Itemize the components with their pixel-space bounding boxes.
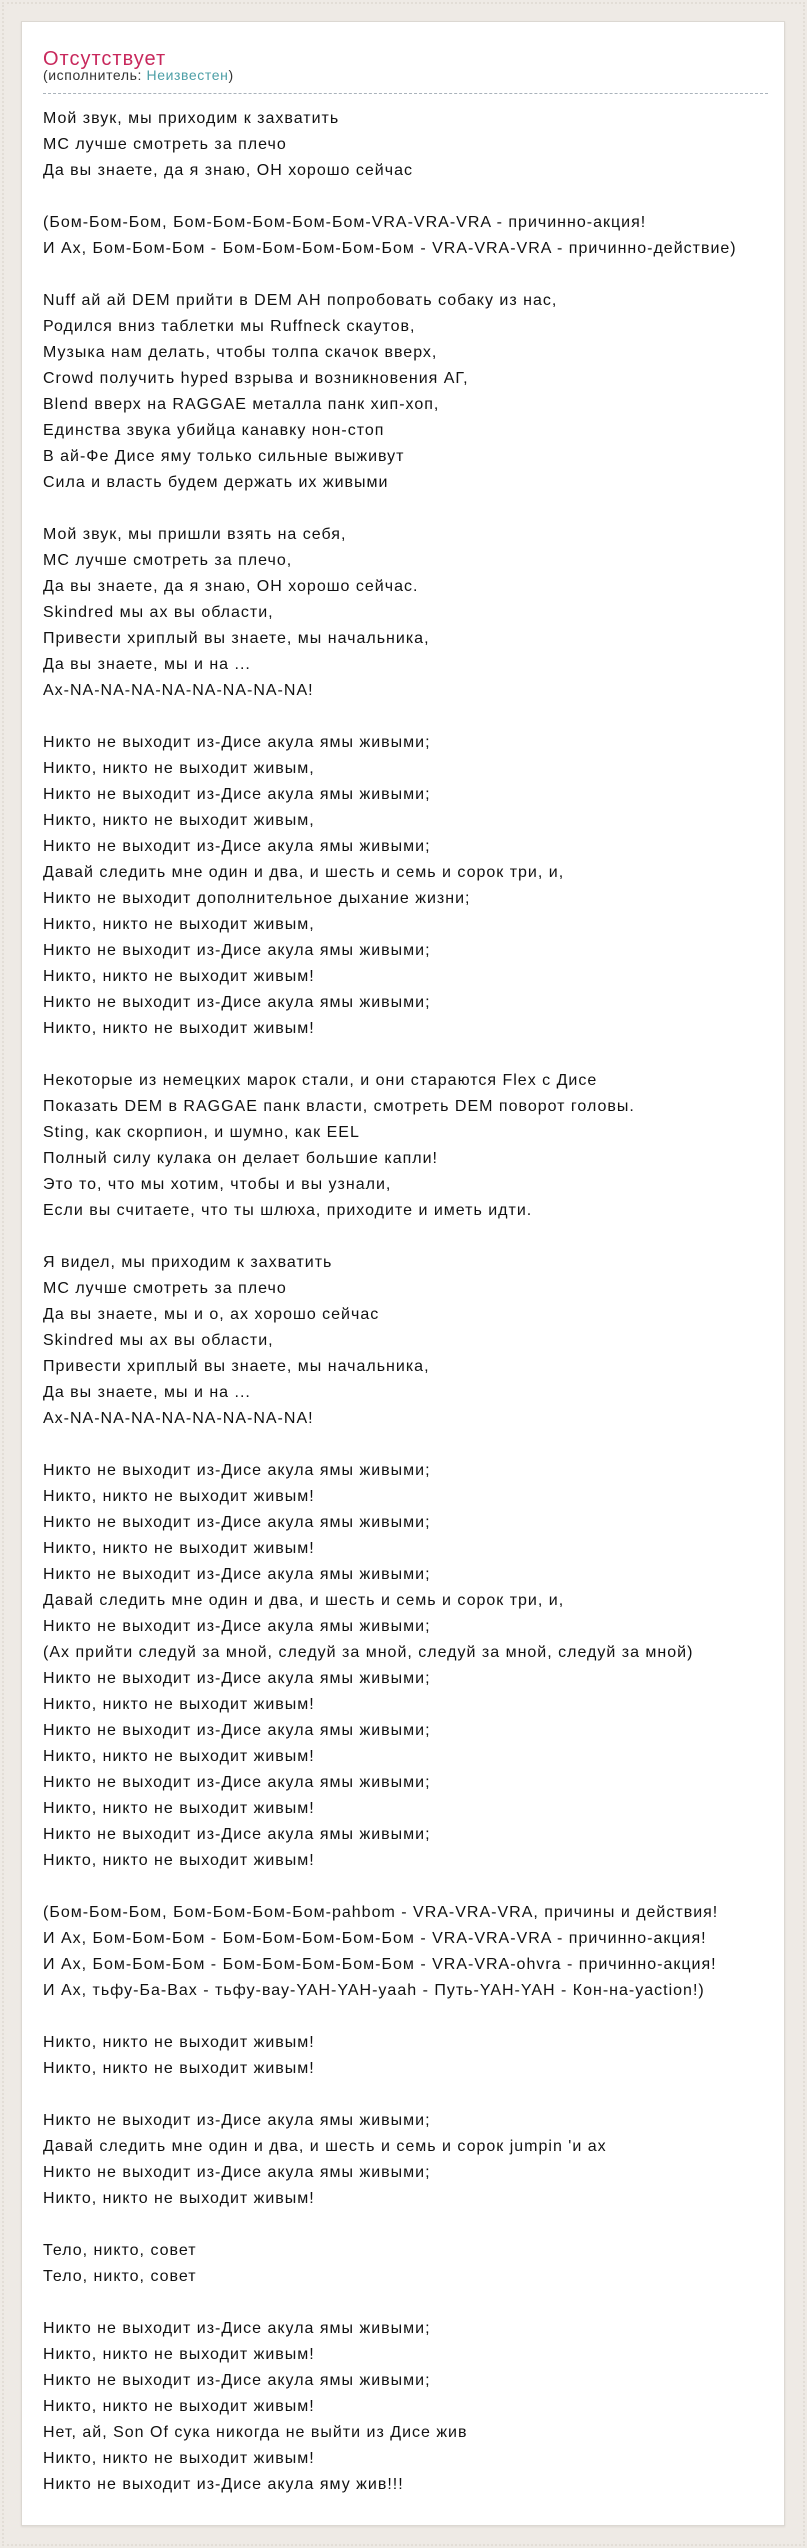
stanza (43, 2108, 737, 2212)
stanza-gap (43, 496, 737, 522)
stanza (43, 1458, 737, 1874)
lyric-line: МС лучше смотреть за плечо (43, 136, 287, 153)
lyric-line: Никто не выходит из-Дисе акула ямы живыми; (43, 734, 431, 751)
lyric-line: Crowd получить hyped взрыва и возникновения АГ, (43, 370, 469, 387)
lyric-line: Полный силу кулака он делает большие капли! (43, 1150, 438, 1167)
stanza (43, 2030, 737, 2082)
lyric-line: Музыка нам делать, чтобы толпа скачок вверх, (43, 344, 438, 361)
lyric-line: Да вы знаете, мы и о, ах хорошо сейчас (43, 1306, 380, 1323)
lyric-line: Никто не выходит дополнительное дыхание жизни; (43, 890, 471, 907)
lyric-line: Тело, никто, совет (43, 2268, 197, 2285)
stanza (43, 2238, 737, 2290)
stanza (43, 522, 737, 704)
lyric-line: Nuff ай ай DEM прийти в DEM AH попробовать собаку из нас, (43, 292, 558, 309)
lyric-line: Давай следить мне один и два, и шесть и семь и сорок три, и, (43, 1592, 565, 1609)
lyric-line: (Бом-Бом-Бом, Бом-Бом-Бом-Бом-pahbom - VRA-VRA-VRA, причины и действия! (43, 1904, 719, 1921)
lyric-line: Никто не выходит из-Дисе акула ямы живыми; (43, 1774, 431, 1791)
stanza-gap (43, 1432, 737, 1458)
lyric-line: Никто не выходит из-Дисе акула ямы живыми; (43, 994, 431, 1011)
lyric-line: Никто не выходит из-Дисе акула ямы живыми; (43, 1566, 431, 1583)
stanza-gap (43, 1042, 737, 1068)
stanza-gap (43, 2212, 737, 2238)
stanza (43, 210, 737, 262)
artist-link[interactable]: Неизвестен (146, 67, 229, 83)
lyric-line: Никто, никто не выходит живым! (43, 1800, 315, 1817)
lyric-line: Никто, никто не выходит живым! (43, 1696, 315, 1713)
lyric-line: МС лучше смотреть за плечо (43, 1280, 287, 1297)
lyric-line: Мой звук, мы приходим к захватить (43, 110, 340, 127)
lyric-line: Никто, никто не выходит живым! (43, 2034, 315, 2051)
lyric-line: Никто, никто не выходит живым, (43, 760, 315, 777)
artist-suffix: ) (228, 67, 234, 83)
lyric-line: Я видел, мы приходим к захватить (43, 1254, 333, 1271)
stanza-gap (43, 262, 737, 288)
lyric-line: (Ах прийти следуй за мной, следуй за мной, следуй за мной, следуй за мной) (43, 1644, 694, 1661)
lyric-line: Никто не выходит из-Дисе акула ямы живыми; (43, 2372, 431, 2389)
lyric-line: Давай следить мне один и два, и шесть и семь и сорок jumpin 'и ах (43, 2138, 607, 2155)
lyric-line: В ай-Фе Дисе яму только сильные выживут (43, 448, 405, 465)
lyric-line: Если вы считаете, что ты шлюха, приходите и иметь идти. (43, 1202, 533, 1219)
lyric-line: Да вы знаете, да я знаю, ОН хорошо сейчас. (43, 578, 419, 595)
lyric-line: Никто не выходит из-Дисе акула ямы живыми; (43, 1722, 431, 1739)
lyric-line: Привести хриплый вы знаете, мы начальника, (43, 630, 430, 647)
lyric-line: Да вы знаете, да я знаю, ОН хорошо сейчас (43, 162, 413, 179)
lyric-line: И Ах, Бом-Бом-Бом - Бом-Бом-Бом-Бом-Бом - VRA-VRA-VRA - причинно-действие) (43, 240, 737, 257)
lyric-line: Никто не выходит из-Дисе акула ямы живыми; (43, 1618, 431, 1635)
lyric-line: Никто не выходит из-Дисе акула ямы живыми; (43, 786, 431, 803)
stanza (43, 288, 737, 496)
lyric-line: Нет, ай, Son Of сука никогда не выйти из Дисе жив (43, 2424, 468, 2441)
lyric-line: Никто не выходит из-Дисе акула ямы живыми; (43, 1826, 431, 1843)
stanza-gap (43, 2082, 737, 2108)
lyric-line: Тело, никто, совет (43, 2242, 197, 2259)
lyric-line: И Ах, тьфу-Ба-Вах - тьфу-вау-YAH-YAH-yaah - Путь-YAH-YAH - Кон-на-yaction!) (43, 1982, 705, 1999)
lyrics-text (43, 106, 737, 2498)
lyric-line: Никто не выходит из-Дисе акула ямы живыми; (43, 838, 431, 855)
title-divider (43, 93, 768, 94)
lyric-line: Sting, как скорпион, и шумно, как EEL (43, 1124, 360, 1141)
lyric-line: Никто, никто не выходит живым! (43, 1748, 315, 1765)
lyric-line: Skindred мы ах вы области, (43, 604, 274, 621)
lyric-line: Мой звук, мы пришли взять на себя, (43, 526, 347, 543)
lyric-line: Skindred мы ах вы области, (43, 1332, 274, 1349)
lyric-line: Никто, никто не выходит живым! (43, 1488, 315, 1505)
lyric-line: Никто, никто не выходит живым! (43, 1020, 315, 1037)
lyric-line: Никто не выходит из-Дисе акула ямы живыми; (43, 2164, 431, 2181)
artist-prefix: (исполнитель: (43, 67, 147, 83)
stanza (43, 1250, 737, 1432)
artist-line (43, 66, 234, 84)
stanza-gap (43, 184, 737, 210)
stanza (43, 106, 737, 184)
lyric-line: Никто не выходит из-Дисе акула ямы живыми; (43, 1462, 431, 1479)
stanza (43, 730, 737, 1042)
stanza-gap (43, 1224, 737, 1250)
lyric-line: И Ах, Бом-Бом-Бом - Бом-Бом-Бом-Бом-Бом - VRA-VRA-ohvra - причинно-акция! (43, 1956, 717, 1973)
lyric-line: Да вы знаете, мы и на ... (43, 656, 251, 673)
lyrics-panel (21, 21, 785, 2526)
lyric-line: Никто не выходит из-Дисе акула ямы живыми; (43, 942, 431, 959)
lyric-line: Никто, никто не выходит живым! (43, 2398, 315, 2415)
stanza (43, 1900, 737, 2004)
lyric-line: Никто не выходит из-Дисе акула яму жив!!! (43, 2476, 404, 2493)
stanza-gap (43, 704, 737, 730)
lyric-line: Давай следить мне один и два, и шесть и семь и сорок три, и, (43, 864, 565, 881)
lyric-line: Ах-NA-NA-NA-NA-NA-NA-NA-NA! (43, 682, 314, 699)
lyric-line: Blend вверх на RAGGAE металла панк хип-хоп, (43, 396, 440, 413)
lyric-line: МС лучше смотреть за плечо, (43, 552, 293, 569)
lyric-line: И Ах, Бом-Бом-Бом - Бом-Бом-Бом-Бом-Бом - VRA-VRA-VRA - причинно-акция! (43, 1930, 707, 1947)
lyric-line: Единства звука убийца канавку нон-стоп (43, 422, 385, 439)
lyric-line: Никто, никто не выходит живым, (43, 812, 315, 829)
lyric-line: Никто, никто не выходит живым! (43, 2346, 315, 2363)
song-title: Отсутствует (43, 48, 167, 70)
lyric-line: Да вы знаете, мы и на ... (43, 1384, 251, 1401)
lyric-line: Никто не выходит из-Дисе акула ямы живыми; (43, 1514, 431, 1531)
lyric-line: Никто не выходит из-Дисе акула ямы живыми; (43, 2112, 431, 2129)
stanza (43, 1068, 737, 1224)
lyric-line: Родился вниз таблетки мы Ruffneck скаутов, (43, 318, 416, 335)
lyric-line: Никто не выходит из-Дисе акула ямы живыми; (43, 2320, 431, 2337)
stanza-gap (43, 2290, 737, 2316)
lyric-line: Ах-NA-NA-NA-NA-NA-NA-NA-NA! (43, 1410, 314, 1427)
lyric-line: Привести хриплый вы знаете, мы начальника, (43, 1358, 430, 1375)
lyric-line: Никто, никто не выходит живым! (43, 1852, 315, 1869)
stanza-gap (43, 1874, 737, 1900)
lyric-line: Это то, что мы хотим, чтобы и вы узнали, (43, 1176, 392, 1193)
lyric-line: Сила и власть будем держать их живыми (43, 474, 389, 491)
lyric-line: Никто, никто не выходит живым! (43, 968, 315, 985)
lyric-line: Никто не выходит из-Дисе акула ямы живыми; (43, 1670, 431, 1687)
lyric-line: Никто, никто не выходит живым, (43, 916, 315, 933)
lyric-line: Никто, никто не выходит живым! (43, 2190, 315, 2207)
stanza (43, 2316, 737, 2498)
lyric-line: Показать DEM в RAGGAE панк власти, смотреть DEM поворот головы. (43, 1098, 635, 1115)
lyric-line: Никто, никто не выходит живым! (43, 2450, 315, 2467)
lyric-line: Никто, никто не выходит живым! (43, 2060, 315, 2077)
lyric-line: (Бом-Бом-Бом, Бом-Бом-Бом-Бом-Бом-VRA-VRA-VRA - причинно-акция! (43, 214, 647, 231)
stanza-gap (43, 2004, 737, 2030)
lyric-line: Никто, никто не выходит живым! (43, 1540, 315, 1557)
lyric-line: Некоторые из немецких марок стали, и они стараются Flex с Дисе (43, 1072, 598, 1089)
